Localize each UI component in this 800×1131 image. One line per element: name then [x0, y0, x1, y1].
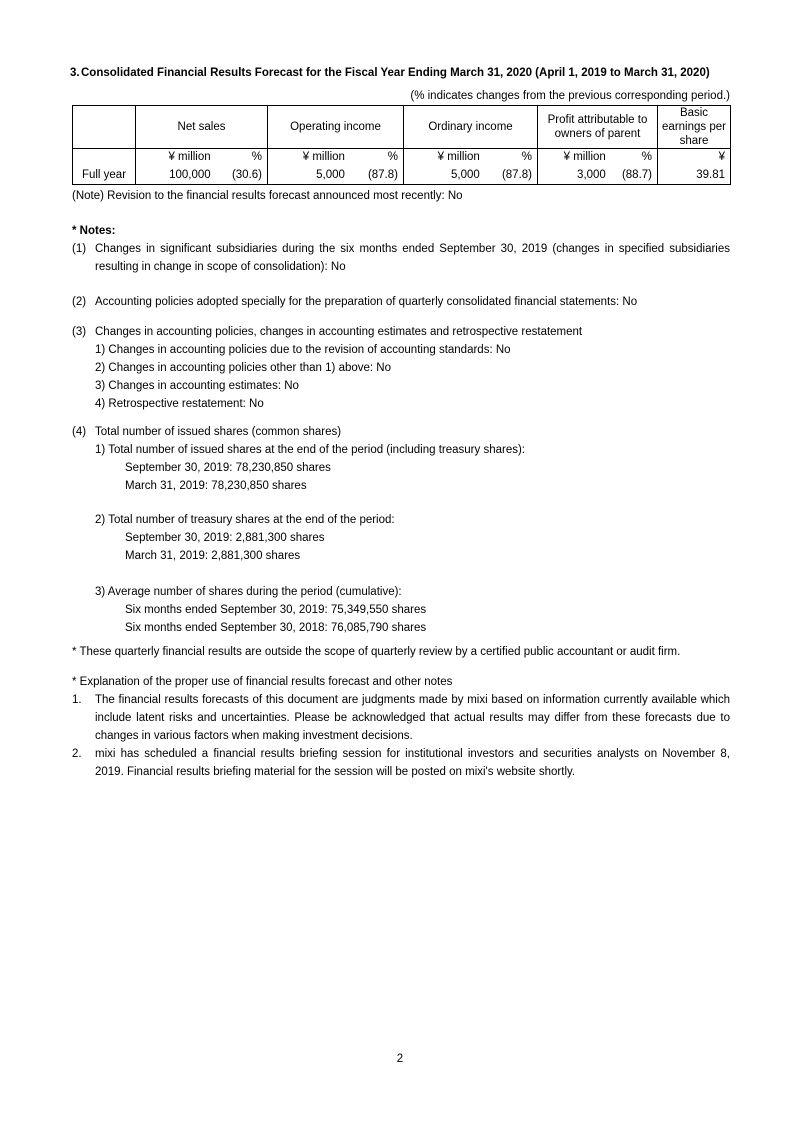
header-profit-attributable: Profit attributable to owners of parent	[538, 106, 658, 149]
note-4-sub-3	[95, 583, 730, 637]
note-text: Accounting policies adopted specially for the preparation of quarterly consolidated financial statements: No	[95, 296, 638, 308]
profit-value: 3,000	[577, 168, 606, 181]
value-line	[538, 167, 657, 185]
unit-percent: %	[641, 151, 652, 163]
header-net-sales: Net sales	[136, 106, 268, 149]
cell-net-sales	[136, 149, 268, 185]
header-empty-cell	[73, 106, 136, 149]
note-4-sub-2	[95, 511, 730, 565]
operating-income-value: 5,000	[316, 168, 345, 181]
note-3-sub-1: 1) Changes in accounting policies due to the revision of accounting standards: No	[95, 344, 511, 356]
unit-percent: %	[521, 151, 532, 163]
unit-yen-million: ¥ million	[563, 151, 606, 163]
sub-heading: 2) Total number of treasury shares at the end of the period:	[95, 514, 395, 526]
item-text: mixi has scheduled a financial results briefing session for institutional investors and securities analysts on November 8, 2019. Financial results briefing material for the session will be posted on mixi's website shortly.	[95, 748, 730, 778]
share-count-line: September 30, 2019: 78,230,850 shares	[125, 462, 331, 474]
note-4-sub-1	[95, 441, 730, 495]
sub-lines	[95, 601, 730, 637]
note-3	[72, 323, 730, 413]
cell-profit-attributable	[538, 149, 658, 185]
table-data-row	[73, 149, 731, 185]
unit-yen-million: ¥ million	[437, 151, 480, 163]
value-line	[404, 167, 537, 185]
item-text: The financial results forecasts of this document are judgments made by mixi based on information currently available which include latent risks and uncertainties. Please be acknowledged that actual results may differ from these forecasts due to changes in various factors when making investment decisions.	[95, 694, 730, 742]
share-count-line: Six months ended September 30, 2018: 76,085,790 shares	[125, 622, 427, 634]
row-label-full-year: Full year	[73, 149, 136, 185]
note-number: (1)	[72, 243, 87, 255]
header-eps: Basic earnings per share	[658, 106, 731, 149]
note-2	[72, 293, 730, 311]
share-count-line: March 31, 2019: 2,881,300 shares	[125, 550, 301, 562]
page-number: 2	[396, 1053, 404, 1065]
item-number: 2.	[72, 748, 82, 760]
explanation-item-2	[72, 745, 730, 781]
note-3-subitems	[95, 341, 730, 413]
cell-operating-income	[268, 149, 404, 185]
value-line	[136, 167, 267, 185]
sub-heading: 3) Average number of shares during the period (cumulative):	[95, 586, 402, 598]
document-content	[72, 66, 730, 781]
note-number: (2)	[72, 296, 87, 308]
unit-line	[136, 149, 267, 167]
unit-yen: ¥	[718, 151, 725, 163]
note-text: Changes in significant subsidiaries during the six months ended September 30, 2019 (changes in specified subsidiaries resulting in change in scope of consolidation): No	[95, 243, 730, 273]
note-4	[72, 423, 730, 637]
note-3-sub-4: 4) Retrospective restatement: No	[95, 398, 264, 410]
unit-percent: %	[387, 151, 398, 163]
cell-eps	[658, 149, 731, 185]
profit-pct: (88.7)	[621, 168, 652, 181]
revision-note: (Note) Revision to the financial results forecast announced most recently: No	[72, 190, 463, 202]
note-3-sub-2: 2) Changes in accounting policies other than 1) above: No	[95, 362, 391, 374]
unit-line	[404, 149, 537, 167]
cell-ordinary-income	[404, 149, 538, 185]
net-sales-value: 100,000	[169, 168, 211, 181]
note-number: (4)	[72, 426, 87, 438]
review-scope-note: * These quarterly financial results are outside the scope of quarterly review by a certified public accountant or audit firm.	[72, 646, 681, 658]
table-header-row	[73, 106, 731, 149]
section-number: 3.	[70, 67, 80, 79]
share-count-line: March 31, 2019: 78,230,850 shares	[125, 480, 307, 492]
forecast-table	[72, 105, 731, 185]
note-3-sub-3: 3) Changes in accounting estimates: No	[95, 380, 299, 392]
note-text: Changes in accounting policies, changes in accounting estimates and retrospective restatement	[95, 326, 583, 338]
unit-line	[538, 149, 657, 167]
note-1	[72, 240, 730, 276]
item-number: 1.	[72, 694, 82, 706]
ordinary-income-value: 5,000	[451, 168, 480, 181]
note-4-head	[72, 423, 730, 441]
explanation-heading: * Explanation of the proper use of financial results forecast and other notes	[72, 676, 453, 688]
share-count-line: Six months ended September 30, 2019: 75,349,550 shares	[125, 604, 427, 616]
unit-yen-million: ¥ million	[168, 151, 211, 163]
section-title	[70, 66, 730, 81]
unit-line	[268, 149, 403, 167]
share-count-line: September 30, 2019: 2,881,300 shares	[125, 532, 325, 544]
eps-value: 39.81	[696, 168, 725, 181]
operating-income-pct: (87.8)	[367, 168, 398, 181]
sub-lines	[95, 529, 730, 565]
explanation-item-1	[72, 691, 730, 745]
table-caption: (% indicates changes from the previous corresponding period.)	[410, 90, 730, 102]
header-ordinary-income: Ordinary income	[404, 106, 538, 149]
unit-percent: %	[251, 151, 262, 163]
note-number: (3)	[72, 326, 87, 338]
sub-heading: 1) Total number of issued shares at the end of the period (including treasury shares):	[95, 444, 525, 456]
note-3-head	[72, 323, 730, 341]
sub-lines	[95, 459, 730, 495]
section-title-text: Consolidated Financial Results Forecast for the Fiscal Year Ending March 31, 2020 (April 1, 2019 to March 31, 2020)	[81, 67, 710, 79]
ordinary-income-pct: (87.8)	[501, 168, 532, 181]
value-line	[268, 167, 403, 185]
unit-yen-million: ¥ million	[302, 151, 345, 163]
note-text: Total number of issued shares (common shares)	[95, 426, 342, 438]
header-operating-income: Operating income	[268, 106, 404, 149]
net-sales-pct: (30.6)	[231, 168, 262, 181]
notes-heading: * Notes:	[72, 225, 116, 237]
